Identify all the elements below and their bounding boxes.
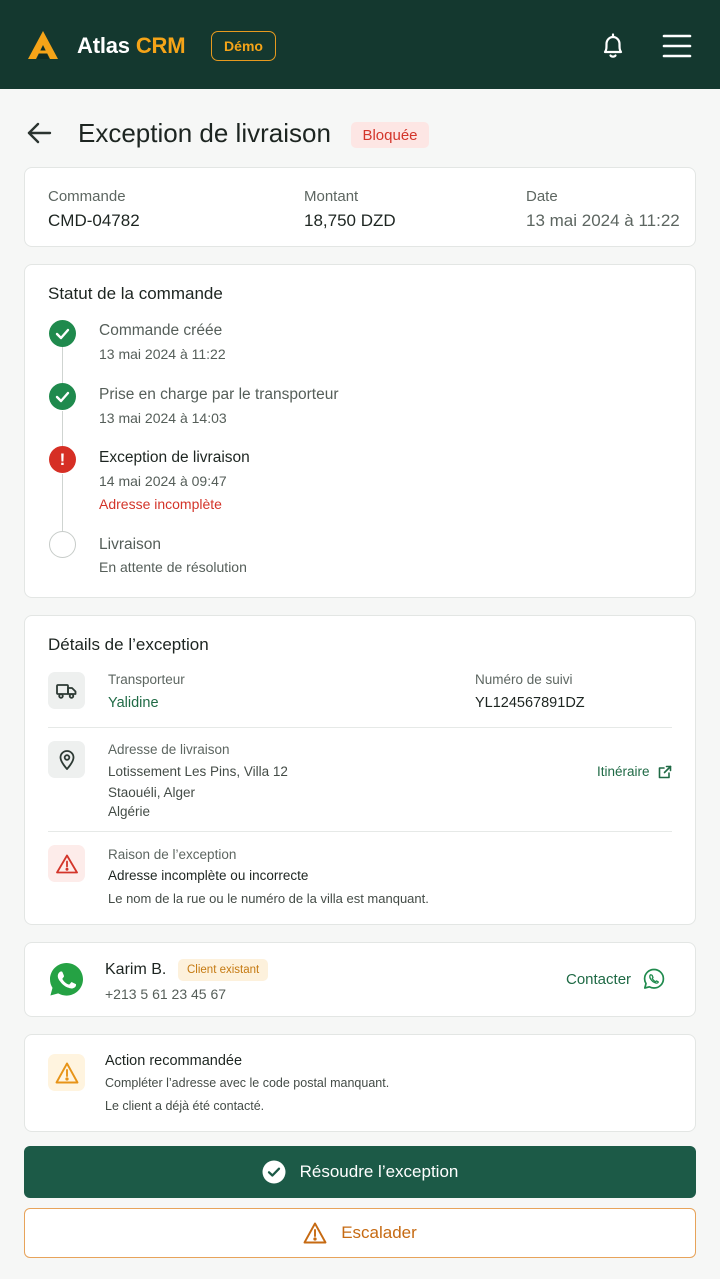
step-time: 14 mai 2024 à 09:47 bbox=[99, 473, 227, 489]
date-value: 13 mai 2024 à 11:22 bbox=[526, 211, 680, 230]
recommended-action-card bbox=[24, 1034, 696, 1132]
step-time: 13 mai 2024 à 14:03 bbox=[99, 410, 227, 426]
whatsapp-outline-icon bbox=[643, 968, 665, 990]
warning-icon bbox=[48, 845, 85, 882]
brand-main: Atlas bbox=[77, 33, 130, 58]
order-status-card bbox=[24, 264, 696, 598]
demo-badge: Démo bbox=[211, 31, 276, 61]
reason-label: Raison de l’exception bbox=[108, 847, 237, 862]
step-pending-icon bbox=[49, 531, 76, 558]
section-title: Détails de l’exception bbox=[48, 635, 209, 654]
divider bbox=[48, 831, 672, 832]
customer-phone: +213 5 61 23 45 67 bbox=[105, 986, 227, 1002]
page-title: Exception de livraison bbox=[78, 118, 331, 148]
customer-name: Karim B. bbox=[105, 961, 167, 978]
address-line: Lotissement Les Pins, Villa 12 bbox=[108, 764, 288, 779]
address-line: Staouéli, Alger bbox=[108, 785, 196, 800]
reason-detail: Le nom de la rue ou le numéro de la villa est manquant. bbox=[108, 891, 429, 906]
step-time: 13 mai 2024 à 11:22 bbox=[99, 346, 226, 362]
bell-icon[interactable] bbox=[599, 32, 627, 60]
timeline-connector bbox=[62, 474, 63, 532]
recommendation-title: Action recommandée bbox=[105, 1053, 243, 1069]
escalate-label: Escalader bbox=[341, 1223, 417, 1242]
recommendation-line: Le client a déjà été contacté. bbox=[105, 1099, 265, 1113]
client-tag: Client existant bbox=[178, 959, 268, 981]
warning-icon bbox=[303, 1222, 327, 1244]
exception-details-card bbox=[24, 615, 696, 925]
map-pin-icon bbox=[48, 741, 85, 778]
carrier-value: Yalidine bbox=[108, 695, 159, 711]
external-link-icon bbox=[658, 765, 672, 779]
step-title: Livraison bbox=[99, 536, 162, 553]
step-error-icon: ! bbox=[49, 446, 76, 473]
timeline-connector bbox=[62, 347, 63, 384]
amount-label: Montant bbox=[304, 188, 359, 205]
step-title: Commande créée bbox=[99, 322, 223, 339]
timeline-connector bbox=[62, 411, 63, 447]
step-done-icon bbox=[49, 320, 76, 347]
contact-button[interactable] bbox=[566, 968, 665, 990]
customer-contact-card bbox=[24, 942, 696, 1017]
step-title: Prise en charge par le transporteur bbox=[99, 386, 339, 403]
brand-accent: CRM bbox=[135, 33, 186, 58]
order-summary-card bbox=[24, 167, 696, 247]
tracking-number[interactable]: YL124567891DZ bbox=[475, 695, 585, 711]
step-error-note: Adresse incomplète bbox=[99, 496, 222, 512]
step-title: Exception de livraison bbox=[99, 449, 250, 466]
reason-value: Adresse incomplète ou incorrecte bbox=[108, 868, 309, 883]
arrow-left-icon[interactable] bbox=[26, 121, 52, 145]
whatsapp-icon bbox=[48, 961, 85, 998]
truck-icon bbox=[48, 672, 85, 709]
order-number: CMD-04782 bbox=[48, 211, 140, 230]
section-title: Statut de la commande bbox=[48, 284, 223, 303]
resolve-exception-button[interactable] bbox=[24, 1146, 696, 1198]
warning-icon bbox=[48, 1054, 85, 1091]
tracking-label: Numéro de suivi bbox=[475, 672, 573, 687]
check-circle-icon bbox=[262, 1160, 286, 1184]
date-label: Date bbox=[526, 188, 558, 205]
contact-label: Contacter bbox=[566, 970, 632, 988]
address-line: Algérie bbox=[108, 804, 151, 819]
atlas-logo-icon bbox=[27, 30, 59, 60]
top-app-bar bbox=[0, 0, 720, 89]
carrier-label: Transporteur bbox=[108, 672, 185, 687]
step-done-icon bbox=[49, 383, 76, 410]
amount-value: 18,750 DZD bbox=[304, 211, 396, 230]
escalate-button[interactable] bbox=[24, 1208, 696, 1258]
resolve-label: Résoudre l’exception bbox=[299, 1162, 459, 1181]
hamburger-menu-icon[interactable] bbox=[662, 34, 692, 58]
order-label: Commande bbox=[48, 188, 126, 205]
itinerary-link[interactable] bbox=[597, 764, 672, 779]
itinerary-label: Itinéraire bbox=[597, 764, 650, 779]
status-badge: Bloquée bbox=[351, 122, 429, 148]
address-label: Adresse de livraison bbox=[108, 742, 230, 757]
brand-name[interactable] bbox=[77, 33, 185, 59]
divider bbox=[48, 727, 672, 728]
recommendation-line: Compléter l’adresse avec le code postal manquant. bbox=[105, 1076, 390, 1090]
step-time: En attente de résolution bbox=[99, 559, 247, 575]
